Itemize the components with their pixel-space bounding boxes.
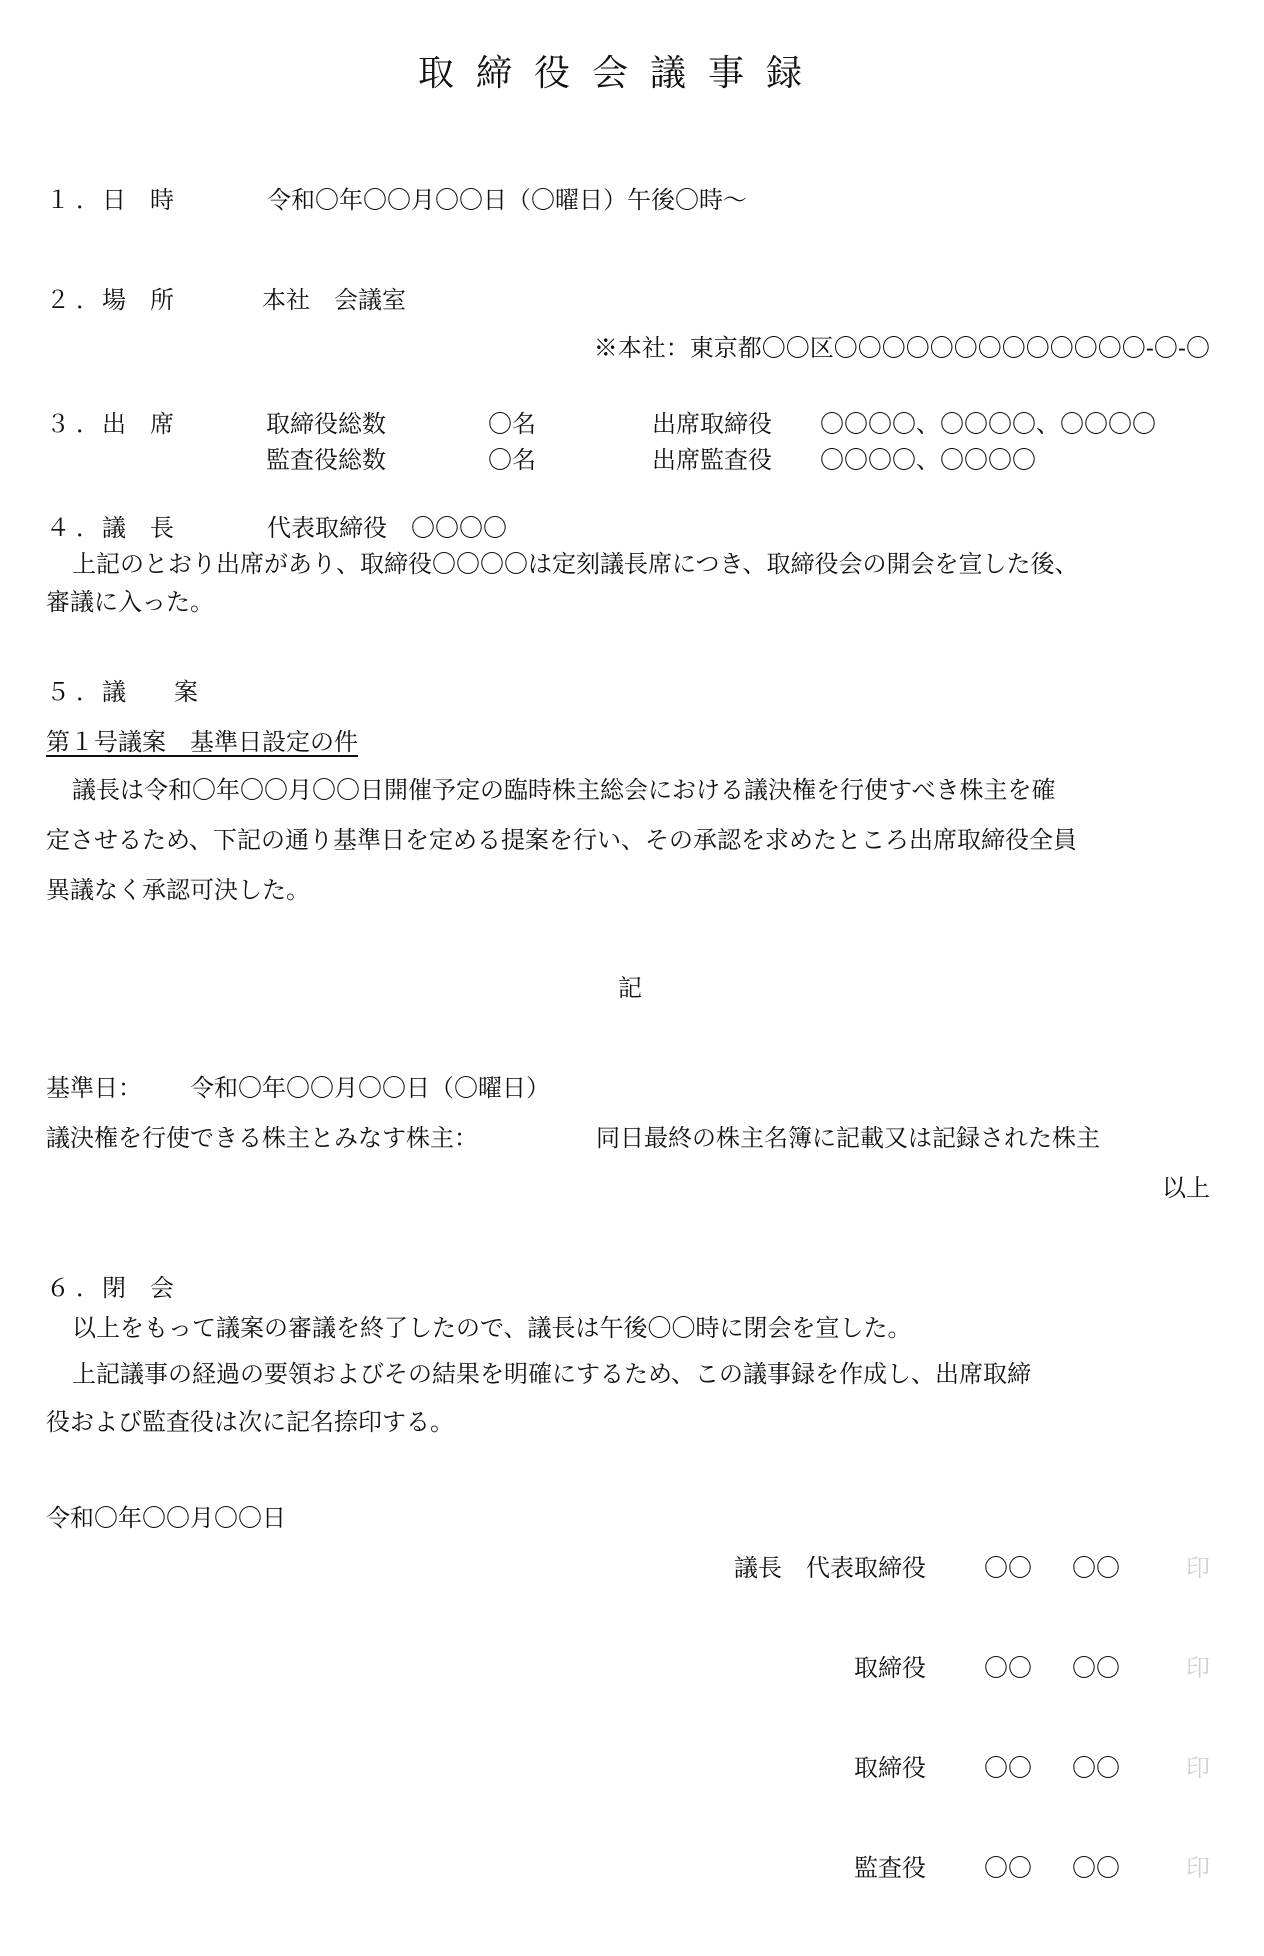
section-2-value: 本社 会議室 <box>262 286 406 314</box>
section-4-label: 議 長 <box>102 514 174 542</box>
document-title: 取締役会議事録 <box>418 53 825 94</box>
directors-total-label: 取締役総数 <box>266 410 386 438</box>
signature-name-given: 〇〇 <box>1072 1854 1120 1882</box>
attending-auditors-names: 〇〇〇〇、〇〇〇〇 <box>820 446 1036 474</box>
closing-paragraph-1: 以上をもって議案の審議を終了したので、議長は午後〇〇時に閉会を宣した。 <box>72 1314 912 1342</box>
section-4-paragraph-line-2: 審議に入った。 <box>46 588 214 616</box>
section-1-value: 令和〇年〇〇月〇〇日（〇曜日）午後〇時～ <box>267 186 747 214</box>
attending-auditors-label: 出席監査役 <box>652 446 772 474</box>
eligible-shareholder-value: 同日最終の株主名簿に記載又は記録された株主 <box>596 1124 1100 1152</box>
seal-mark: 印 <box>1186 1754 1210 1782</box>
auditors-total-count: 〇名 <box>488 446 536 474</box>
section-6-label: 閉 会 <box>102 1274 174 1302</box>
auditors-total-label: 監査役総数 <box>266 446 386 474</box>
section-2-number: ２． <box>46 286 106 314</box>
section-2-address: ※本社：東京都〇〇区〇〇〇〇〇〇〇〇〇〇〇〇〇-〇-〇 <box>593 334 1210 362</box>
agenda-title: 第１号議案 基準日設定の件 <box>46 728 358 756</box>
section-1-label: 日 時 <box>102 186 174 214</box>
ijou-closing: 以上 <box>1162 1174 1210 1202</box>
section-4-paragraph-line-1: 上記のとおり出席があり、取締役〇〇〇〇は定刻議長席につき、取締役会の開会を宣した後、 <box>72 550 1079 578</box>
signature-name-given: 〇〇 <box>1072 1654 1120 1682</box>
signature-name-surname: 〇〇 <box>984 1854 1032 1882</box>
signature-role: 取締役 <box>854 1754 926 1782</box>
closing-paragraph-2-line-2: 役および監査役は次に記名捺印する。 <box>46 1408 454 1436</box>
agenda-paragraph-line-3: 異議なく承認可決した。 <box>46 876 310 904</box>
signature-name-surname: 〇〇 <box>984 1654 1032 1682</box>
section-1-number: １． <box>46 186 106 214</box>
signature-name-given: 〇〇 <box>1072 1754 1120 1782</box>
signature-role: 議長 代表取締役 <box>734 1554 926 1582</box>
ki-heading: 記 <box>618 974 642 1002</box>
signature-name-given: 〇〇 <box>1072 1554 1120 1582</box>
agenda-paragraph-line-2: 定させるため、下記の通り基準日を定める提案を行い、その承認を求めたところ出席取締役全員 <box>46 826 1078 854</box>
section-4-value: 代表取締役 〇〇〇〇 <box>267 514 507 542</box>
signature-role: 取締役 <box>854 1654 926 1682</box>
document-date: 令和〇年〇〇月〇〇日 <box>46 1504 286 1532</box>
record-date-label: 基準日： <box>46 1074 142 1102</box>
attending-directors-names: 〇〇〇〇、〇〇〇〇、〇〇〇〇 <box>820 410 1156 438</box>
seal-mark: 印 <box>1186 1654 1210 1682</box>
signature-role: 監査役 <box>854 1854 926 1882</box>
section-2-label: 場 所 <box>102 286 174 314</box>
section-4-number: ４． <box>46 514 106 542</box>
section-3-label: 出 席 <box>102 410 174 438</box>
section-6-number: ６． <box>46 1274 106 1302</box>
directors-total-count: 〇名 <box>488 410 536 438</box>
section-5-label: 議 案 <box>102 678 198 706</box>
section-3-number: ３． <box>46 410 106 438</box>
closing-paragraph-2-line-1: 上記議事の経過の要領およびその結果を明確にするため、この議事録を作成し、出席取締 <box>72 1360 1032 1388</box>
section-5-number: ５． <box>46 678 106 706</box>
signature-name-surname: 〇〇 <box>984 1754 1032 1782</box>
signature-name-surname: 〇〇 <box>984 1554 1032 1582</box>
seal-mark: 印 <box>1186 1854 1210 1882</box>
seal-mark: 印 <box>1186 1554 1210 1582</box>
attending-directors-label: 出席取締役 <box>652 410 772 438</box>
eligible-shareholder-label: 議決権を行使できる株主とみなす株主： <box>46 1124 478 1152</box>
record-date-value: 令和〇年〇〇月〇〇日（〇曜日） <box>190 1074 550 1102</box>
agenda-paragraph-line-1: 議長は令和〇年〇〇月〇〇日開催予定の臨時株主総会における議決権を行使すべき株主を確 <box>72 776 1056 804</box>
